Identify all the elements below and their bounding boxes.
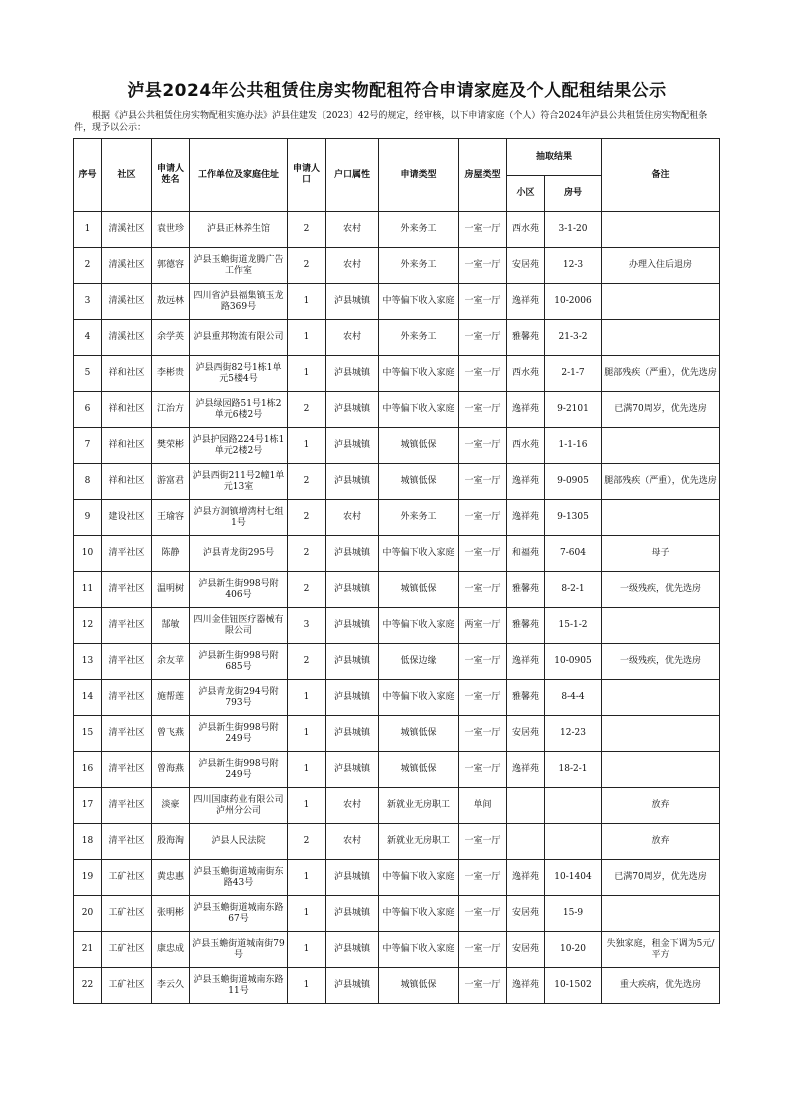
cell-no: 5 [74,356,102,392]
cell-room: 10-1404 [545,860,602,896]
cell-room: 8-4-4 [545,680,602,716]
cell-type: 城镇低保 [379,968,459,1004]
cell-no: 14 [74,680,102,716]
cell-name: 殷海淘 [152,824,190,860]
cell-type: 低保边缘 [379,644,459,680]
cell-people: 2 [288,824,326,860]
cell-remark [602,284,720,320]
cell-district: 逸祥苑 [507,464,545,500]
cell-people: 2 [288,572,326,608]
table-row [74,824,720,860]
cell-people: 1 [288,284,326,320]
cell-hukou: 泸县城镇 [326,392,379,428]
cell-hukou: 农村 [326,500,379,536]
table-row [74,464,720,500]
cell-no: 7 [74,428,102,464]
cell-community: 工矿社区 [102,860,152,896]
cell-hukou: 农村 [326,320,379,356]
cell-house: 一室一厅 [459,248,507,284]
cell-address: 泸县方洞镇增湾村七组1号 [190,500,288,536]
cell-hukou: 泸县城镇 [326,716,379,752]
header-no: 序号 [74,139,102,212]
cell-address: 泸县新生街998号附249号 [190,716,288,752]
cell-room: 9-1305 [545,500,602,536]
cell-type: 城镇低保 [379,428,459,464]
cell-name: 余友苹 [152,644,190,680]
header-room: 房号 [545,176,602,212]
cell-no: 6 [74,392,102,428]
cell-community: 祥和社区 [102,428,152,464]
cell-address: 泸县西街211号2幢1单元13室 [190,464,288,500]
cell-house: 一室一厅 [459,932,507,968]
cell-room: 3-1-20 [545,212,602,248]
cell-no: 16 [74,752,102,788]
cell-remark: 母子 [602,536,720,572]
cell-people: 1 [288,932,326,968]
cell-hukou: 泸县城镇 [326,896,379,932]
cell-community: 祥和社区 [102,356,152,392]
cell-address: 泸县玉蟾街道城南东路67号 [190,896,288,932]
cell-house: 一室一厅 [459,968,507,1004]
cell-remark: 放弃 [602,788,720,824]
cell-address: 泸县重邦物流有限公司 [190,320,288,356]
cell-people: 2 [288,248,326,284]
cell-remark [602,320,720,356]
cell-house: 一室一厅 [459,356,507,392]
cell-house: 一室一厅 [459,680,507,716]
cell-people: 2 [288,644,326,680]
cell-district: 西水苑 [507,428,545,464]
cell-room: 15-9 [545,896,602,932]
cell-house: 一室一厅 [459,212,507,248]
cell-address: 泸县西街82号1栋1单元5楼4号 [190,356,288,392]
cell-name: 樊荣彬 [152,428,190,464]
cell-community: 清溪社区 [102,248,152,284]
cell-community: 清平社区 [102,680,152,716]
cell-name: 袁世珍 [152,212,190,248]
table-row [74,716,720,752]
cell-district: 逸祥苑 [507,860,545,896]
cell-district [507,824,545,860]
cell-district: 安居苑 [507,932,545,968]
cell-type: 中等偏下收入家庭 [379,608,459,644]
cell-type: 外来务工 [379,500,459,536]
cell-district: 雅馨苑 [507,572,545,608]
cell-type: 外来务工 [379,212,459,248]
cell-type: 中等偏下收入家庭 [379,896,459,932]
cell-district: 逸祥苑 [507,968,545,1004]
table-body [74,212,720,1004]
header-address: 工作单位及家庭住址 [190,139,288,212]
cell-district: 安居苑 [507,248,545,284]
cell-remark: 已满70周岁，优先选房 [602,860,720,896]
cell-type: 城镇低保 [379,464,459,500]
cell-address: 泸县玉蟾街道城南东路11号 [190,968,288,1004]
cell-community: 清平社区 [102,788,152,824]
cell-room: 18-2-1 [545,752,602,788]
cell-community: 清溪社区 [102,284,152,320]
cell-hukou: 泸县城镇 [326,284,379,320]
cell-no: 21 [74,932,102,968]
cell-name: 温明树 [152,572,190,608]
table-row [74,608,720,644]
cell-hukou: 泸县城镇 [326,932,379,968]
cell-house: 单间 [459,788,507,824]
cell-name: 淡豪 [152,788,190,824]
cell-community: 工矿社区 [102,968,152,1004]
cell-house: 一室一厅 [459,824,507,860]
cell-room: 10-1502 [545,968,602,1004]
cell-room: 15-1-2 [545,608,602,644]
cell-name: 施帮莲 [152,680,190,716]
cell-address: 泸县玉蟾街道城南街东路43号 [190,860,288,896]
table-row [74,572,720,608]
cell-address: 泸县玉蟾街道城南街79号 [190,932,288,968]
cell-remark [602,752,720,788]
cell-name: 曾飞燕 [152,716,190,752]
cell-community: 工矿社区 [102,896,152,932]
cell-no: 2 [74,248,102,284]
cell-room: 10-2006 [545,284,602,320]
cell-room [545,824,602,860]
cell-room: 7-604 [545,536,602,572]
cell-people: 1 [288,860,326,896]
cell-district: 逸祥苑 [507,500,545,536]
cell-district: 西水苑 [507,356,545,392]
cell-people: 1 [288,716,326,752]
cell-hukou: 泸县城镇 [326,428,379,464]
cell-name: 李彬贵 [152,356,190,392]
cell-hukou: 泸县城镇 [326,644,379,680]
cell-hukou: 泸县城镇 [326,860,379,896]
cell-district: 雅馨苑 [507,608,545,644]
cell-remark: 已满70周岁，优先选房 [602,392,720,428]
cell-no: 10 [74,536,102,572]
cell-type: 新就业无房职工 [379,788,459,824]
cell-room: 9-2101 [545,392,602,428]
cell-address: 泸县护园路224号1栋1单元2楼2号 [190,428,288,464]
cell-people: 2 [288,500,326,536]
cell-house: 一室一厅 [459,860,507,896]
cell-name: 余学英 [152,320,190,356]
cell-no: 9 [74,500,102,536]
cell-hukou: 泸县城镇 [326,464,379,500]
cell-hukou: 农村 [326,824,379,860]
cell-no: 20 [74,896,102,932]
cell-address: 泸县正林养生馆 [190,212,288,248]
table-row [74,356,720,392]
cell-hukou: 农村 [326,212,379,248]
table-row [74,212,720,248]
header-people: 申请人口 [288,139,326,212]
cell-type: 外来务工 [379,320,459,356]
cell-remark [602,896,720,932]
table-row [74,788,720,824]
results-table [73,138,720,1004]
cell-room: 8-2-1 [545,572,602,608]
cell-address: 泸县新生街998号附249号 [190,752,288,788]
cell-hukou: 泸县城镇 [326,680,379,716]
cell-community: 清平社区 [102,536,152,572]
cell-hukou: 泸县城镇 [326,572,379,608]
cell-room: 2-1-7 [545,356,602,392]
cell-remark: 腿部残疾（严重），优先选房 [602,356,720,392]
cell-hukou: 泸县城镇 [326,356,379,392]
cell-address: 泸县人民法院 [190,824,288,860]
cell-district: 逸祥苑 [507,284,545,320]
table-row [74,428,720,464]
cell-name: 黄忠惠 [152,860,190,896]
cell-no: 1 [74,212,102,248]
cell-remark [602,608,720,644]
cell-people: 1 [288,680,326,716]
cell-people: 1 [288,968,326,1004]
cell-hukou: 泸县城镇 [326,536,379,572]
cell-no: 19 [74,860,102,896]
cell-community: 祥和社区 [102,392,152,428]
cell-name: 游富君 [152,464,190,500]
cell-room [545,788,602,824]
cell-no: 4 [74,320,102,356]
cell-room: 9-0905 [545,464,602,500]
cell-type: 新就业无房职工 [379,824,459,860]
cell-people: 1 [288,896,326,932]
cell-community: 清平社区 [102,572,152,608]
table-row [74,932,720,968]
intro-paragraph [74,110,724,134]
cell-type: 中等偏下收入家庭 [379,284,459,320]
cell-name: 张明彬 [152,896,190,932]
table-row [74,968,720,1004]
cell-name: 郜敏 [152,608,190,644]
cell-address: 泸县青龙街295号 [190,536,288,572]
cell-people: 2 [288,392,326,428]
cell-room: 12-3 [545,248,602,284]
cell-district: 安居苑 [507,716,545,752]
cell-remark: 放弃 [602,824,720,860]
cell-remark: 一级残疾，优先选房 [602,644,720,680]
cell-room: 1-1-16 [545,428,602,464]
header-remark: 备注 [602,139,720,212]
cell-remark [602,716,720,752]
cell-house: 一室一厅 [459,464,507,500]
cell-people: 3 [288,608,326,644]
table-row [74,320,720,356]
cell-type: 中等偏下收入家庭 [379,356,459,392]
cell-type: 城镇低保 [379,572,459,608]
cell-community: 建设社区 [102,500,152,536]
cell-house: 一室一厅 [459,896,507,932]
cell-address: 泸县玉蟾街道龙腾广告工作室 [190,248,288,284]
cell-hukou: 泸县城镇 [326,968,379,1004]
cell-hukou: 泸县城镇 [326,608,379,644]
cell-district: 雅馨苑 [507,680,545,716]
table-row [74,644,720,680]
cell-no: 17 [74,788,102,824]
header-type: 申请类型 [379,139,459,212]
cell-name: 曾海燕 [152,752,190,788]
cell-people: 1 [288,356,326,392]
cell-type: 中等偏下收入家庭 [379,536,459,572]
cell-district: 逸祥苑 [507,392,545,428]
cell-type: 城镇低保 [379,716,459,752]
cell-people: 1 [288,788,326,824]
cell-address: 四川金佳钮医疗器械有限公司 [190,608,288,644]
table-row [74,392,720,428]
cell-people: 1 [288,320,326,356]
cell-name: 江治方 [152,392,190,428]
cell-room: 10-20 [545,932,602,968]
cell-remark: 重大疾病，优先选房 [602,968,720,1004]
cell-address: 泸县新生街998号附406号 [190,572,288,608]
cell-address: 四川国康药业有限公司泸州分公司 [190,788,288,824]
cell-address: 泸县新生街998号附685号 [190,644,288,680]
cell-district [507,788,545,824]
cell-name: 郭德容 [152,248,190,284]
table-row [74,896,720,932]
cell-people: 1 [288,428,326,464]
table-row [74,680,720,716]
cell-type: 中等偏下收入家庭 [379,392,459,428]
cell-room: 10-0905 [545,644,602,680]
cell-remark [602,428,720,464]
cell-address: 泸县青龙街294号附793号 [190,680,288,716]
cell-people: 2 [288,212,326,248]
cell-community: 清平社区 [102,716,152,752]
cell-type: 城镇低保 [379,752,459,788]
cell-remark: 腿部残疾（严重），优先选房 [602,464,720,500]
cell-address: 四川省泸县福集镇玉龙路369号 [190,284,288,320]
cell-house: 两室一厅 [459,608,507,644]
cell-name: 李云久 [152,968,190,1004]
cell-people: 2 [288,536,326,572]
page-title: 泸县2024年公共租赁住房实物配租符合申请家庭及个人配租结果公示 [127,81,667,101]
cell-community: 祥和社区 [102,464,152,500]
cell-house: 一室一厅 [459,284,507,320]
cell-people: 1 [288,752,326,788]
cell-community: 清溪社区 [102,320,152,356]
cell-no: 11 [74,572,102,608]
cell-house: 一室一厅 [459,572,507,608]
cell-remark [602,680,720,716]
cell-remark [602,212,720,248]
header-house-type: 房屋类型 [459,139,507,212]
table-row [74,500,720,536]
cell-house: 一室一厅 [459,536,507,572]
cell-name: 敖远林 [152,284,190,320]
header-applicant: 申请人姓名 [152,139,190,212]
cell-address: 泸县绿园路51号1栋2单元6楼2号 [190,392,288,428]
cell-no: 8 [74,464,102,500]
cell-district: 安居苑 [507,896,545,932]
cell-name: 王瑜容 [152,500,190,536]
cell-name: 陈静 [152,536,190,572]
cell-type: 中等偏下收入家庭 [379,860,459,896]
cell-no: 12 [74,608,102,644]
table-row [74,284,720,320]
cell-no: 15 [74,716,102,752]
cell-district: 和福苑 [507,536,545,572]
cell-type: 中等偏下收入家庭 [379,680,459,716]
intro-text: 根据《泸县公共租赁住房实物配租实施办法》泸县住建发〔2023〕42号的规定，经审核，以下申请家庭（个人）符合2024年泸县公共租赁住房实物配租条件，现予以公示： [74,111,708,133]
cell-hukou: 农村 [326,788,379,824]
cell-community: 清溪社区 [102,212,152,248]
cell-people: 2 [288,464,326,500]
cell-hukou: 泸县城镇 [326,752,379,788]
cell-room: 12-23 [545,716,602,752]
header-hukou: 户口属性 [326,139,379,212]
cell-remark: 失独家庭，租金下调为5元/平方 [602,932,720,968]
cell-remark: 办理入住后退房 [602,248,720,284]
cell-house: 一室一厅 [459,752,507,788]
cell-type: 外来务工 [379,248,459,284]
cell-remark: 一级残疾，优先选房 [602,572,720,608]
cell-district: 雅馨苑 [507,320,545,356]
cell-house: 一室一厅 [459,644,507,680]
cell-community: 工矿社区 [102,932,152,968]
cell-room: 21-3-2 [545,320,602,356]
cell-community: 清平社区 [102,752,152,788]
cell-no: 18 [74,824,102,860]
cell-district: 逸祥苑 [507,644,545,680]
cell-remark [602,500,720,536]
table-row [74,248,720,284]
header-draw-result: 抽取结果 [507,139,602,176]
cell-house: 一室一厅 [459,392,507,428]
header-community: 社区 [102,139,152,212]
cell-house: 一室一厅 [459,500,507,536]
cell-no: 22 [74,968,102,1004]
cell-no: 3 [74,284,102,320]
cell-name: 康忠成 [152,932,190,968]
cell-no: 13 [74,644,102,680]
cell-community: 清平社区 [102,608,152,644]
table-row [74,536,720,572]
cell-district: 逸祥苑 [507,752,545,788]
cell-type: 中等偏下收入家庭 [379,932,459,968]
table-row [74,752,720,788]
cell-community: 清平社区 [102,644,152,680]
cell-house: 一室一厅 [459,428,507,464]
cell-house: 一室一厅 [459,320,507,356]
table-row [74,860,720,896]
header-district: 小区 [507,176,545,212]
cell-community: 清平社区 [102,824,152,860]
cell-district: 西水苑 [507,212,545,248]
cell-house: 一室一厅 [459,716,507,752]
cell-hukou: 农村 [326,248,379,284]
